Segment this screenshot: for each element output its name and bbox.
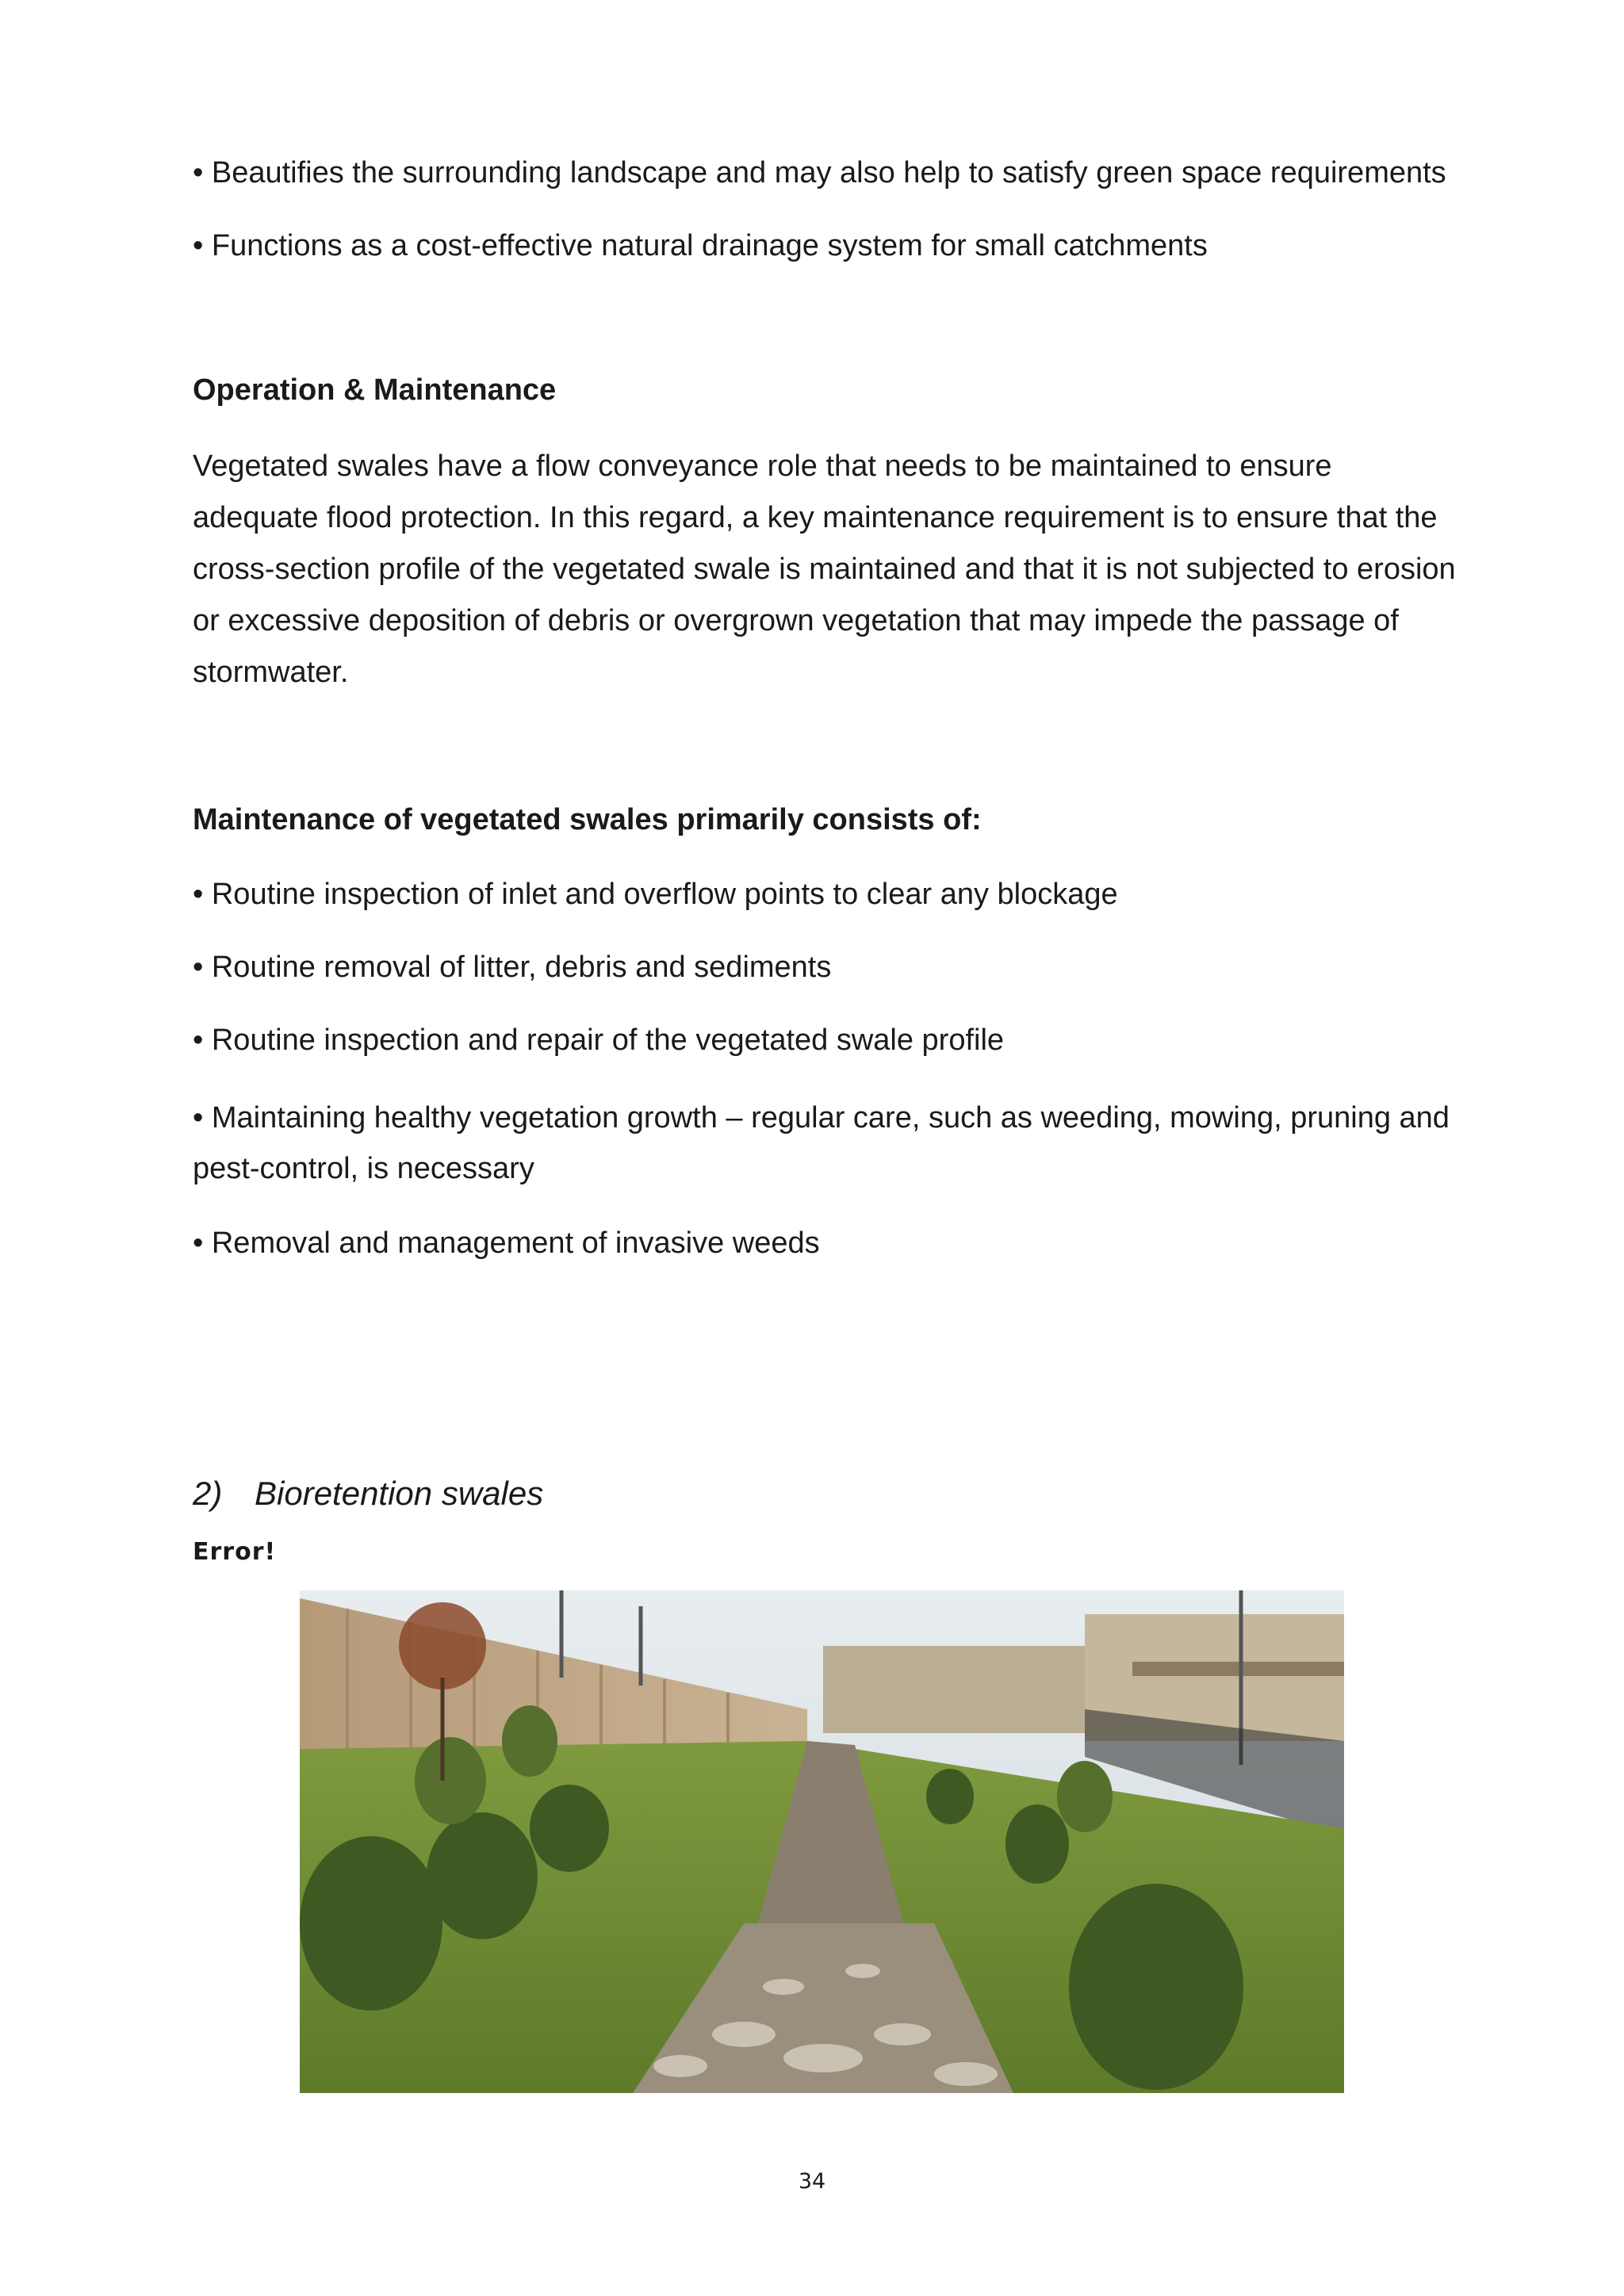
maintenance-item: • Maintaining healthy vegetation growth – regular care, such as weeding, mowing, pruning and pest-control, is necessary [193, 1101, 1450, 1185]
section-number: 2) [193, 1475, 223, 1512]
maintenance-item: • Routine removal of litter, debris and sediments [193, 951, 832, 984]
maintenance-item: • Removal and management of invasive weeds [193, 1226, 820, 1260]
bioretention-swale-photo [300, 1590, 1344, 2093]
maintenance-item: • Routine inspection and repair of the vegetated swale profile [193, 1024, 1005, 1057]
maintenance-item: • Routine inspection of inlet and overflow points to clear any blockage [193, 878, 1118, 911]
section-title: Bioretention swales [255, 1475, 544, 1512]
bullet-item: • Beautifies the surrounding landscape and may also help to satisfy green space requirements [193, 156, 1446, 189]
maintenance-heading: Maintenance of vegetated swales primarily consists of: [193, 803, 982, 836]
section-heading [193, 1475, 543, 1513]
operation-heading: Operation & Maintenance [193, 373, 557, 407]
page-number: 34 [798, 2169, 826, 2194]
operation-paragraph: Vegetated swales have a flow conveyance role that needs to be maintained to ensure adequate flood protection. In this regard, a key maintenance requirement is to ensure that the cross-section profile of the vegetated swale is maintained and that it is not subjected to erosion or excessive deposition of debris or overgrown vegetation that may impede the passage of stormwater. [193, 450, 1456, 689]
error-text: Error! [193, 1538, 277, 1566]
bullet-item: • Functions as a cost-effective natural drainage system for small catchments [193, 229, 1208, 262]
